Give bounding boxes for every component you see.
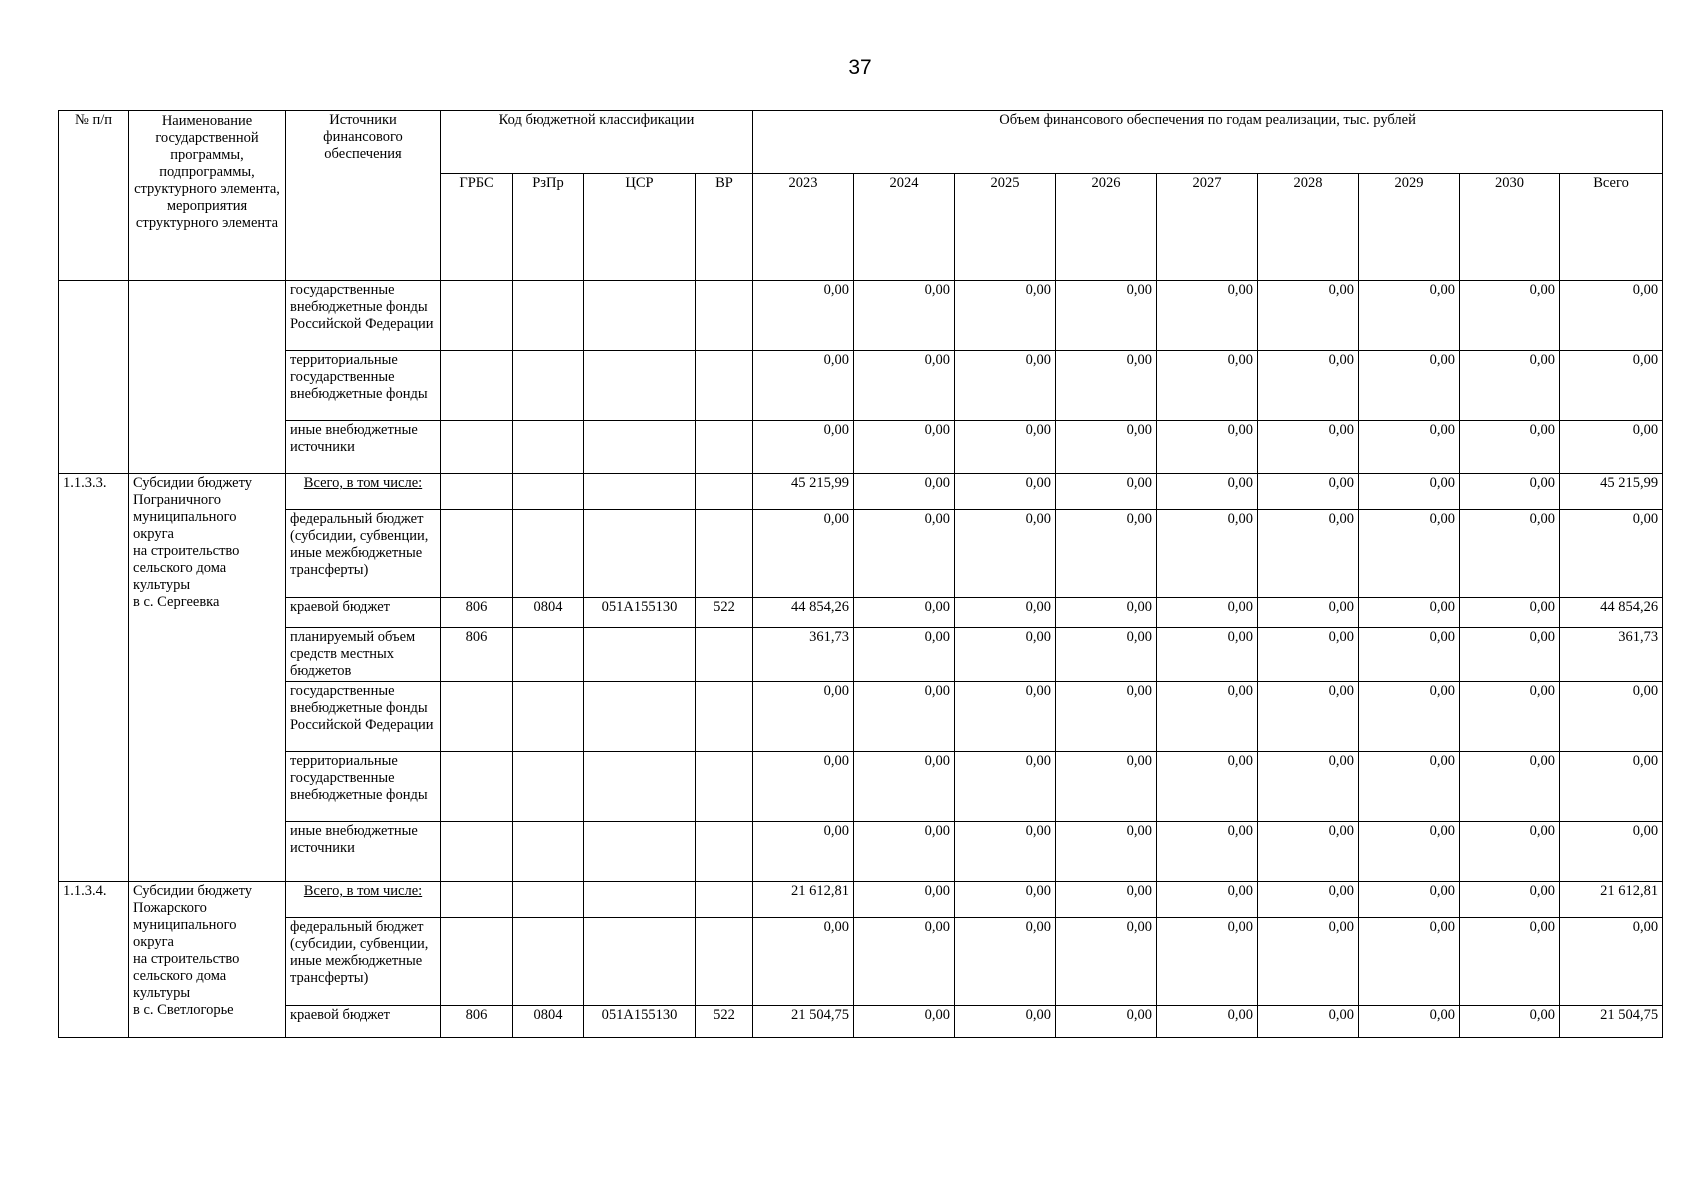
csr-cell: [584, 752, 696, 822]
total-value-cell: 0,00: [1157, 882, 1258, 918]
table-row: [59, 1006, 1663, 1038]
value-cell: 0,00: [955, 598, 1056, 628]
rzpr-cell: [513, 682, 584, 752]
header-year-col: 2026: [1056, 174, 1157, 281]
value-cell: 0,00: [1359, 281, 1460, 351]
header-code-col: ВР: [696, 174, 753, 281]
value-cell: 0,00: [1258, 682, 1359, 752]
value-cell: 0,00: [1258, 598, 1359, 628]
vr-cell: [696, 682, 753, 752]
value-cell: 0,00: [955, 351, 1056, 421]
value-cell: 0,00: [854, 822, 955, 882]
code-cell: [584, 351, 696, 421]
value-cell: 0,00: [1560, 682, 1663, 752]
value-cell: 0,00: [1157, 1006, 1258, 1038]
csr-cell: 051А155130: [584, 1006, 696, 1038]
code-cell: [441, 281, 513, 351]
value-cell: 0,00: [1460, 752, 1560, 822]
total-value-cell: 0,00: [1359, 882, 1460, 918]
csr-cell: [584, 918, 696, 1006]
rzpr-cell: [513, 628, 584, 682]
value-cell: 0,00: [1460, 1006, 1560, 1038]
value-cell: 0,00: [1258, 918, 1359, 1006]
value-cell: 0,00: [1460, 822, 1560, 882]
value-cell: 0,00: [1056, 351, 1157, 421]
code-cell: [584, 882, 696, 918]
code-cell: [696, 882, 753, 918]
value-cell: 0,00: [1359, 510, 1460, 598]
value-cell: 0,00: [753, 682, 854, 752]
code-cell: [696, 281, 753, 351]
value-cell: 0,00: [1157, 682, 1258, 752]
value-cell: 0,00: [1258, 752, 1359, 822]
vr-cell: 522: [696, 1006, 753, 1038]
header-year-col: 2024: [854, 174, 955, 281]
total-label: Всего, в том числе:: [286, 474, 441, 510]
source-cell: федеральный бюджет (субсидии, субвенции, иные межбюджетные трансферты): [286, 510, 441, 598]
value-cell: 0,00: [854, 752, 955, 822]
vr-cell: [696, 510, 753, 598]
code-cell: [696, 421, 753, 474]
rzpr-cell: 0804: [513, 598, 584, 628]
value-cell: 0,00: [1157, 752, 1258, 822]
rzpr-cell: [513, 918, 584, 1006]
value-cell: 0,00: [955, 510, 1056, 598]
value-cell: 0,00: [1359, 421, 1460, 474]
value-cell: 0,00: [1157, 822, 1258, 882]
value-cell: 0,00: [753, 421, 854, 474]
value-cell: 0,00: [854, 510, 955, 598]
rzpr-cell: 0804: [513, 1006, 584, 1038]
vr-cell: [696, 628, 753, 682]
value-cell: 0,00: [1056, 682, 1157, 752]
value-cell: 0,00: [1157, 598, 1258, 628]
value-cell: 0,00: [753, 510, 854, 598]
value-cell: 0,00: [1560, 510, 1663, 598]
rzpr-cell: [513, 752, 584, 822]
code-cell: [696, 351, 753, 421]
table-row: [59, 281, 1663, 351]
table-row: [59, 598, 1663, 628]
value-cell: 0,00: [1359, 351, 1460, 421]
table-header: [59, 111, 1663, 281]
section-name: Субсидии бюджету Пограничного муниципального округа на строительство сельского дома культуры в с. Сергеевка: [129, 474, 286, 882]
value-cell: 0,00: [1258, 510, 1359, 598]
value-cell: 0,00: [1056, 1006, 1157, 1038]
grbs-cell: [441, 752, 513, 822]
header-code-group: Код бюджетной классификации: [441, 111, 753, 174]
value-cell: 0,00: [1560, 421, 1663, 474]
code-cell: [513, 474, 584, 510]
total-value-cell: 0,00: [854, 882, 955, 918]
value-cell: 361,73: [753, 628, 854, 682]
total-value-cell: 45 215,99: [1560, 474, 1663, 510]
value-cell: 0,00: [1056, 752, 1157, 822]
header-code-col: РзПр: [513, 174, 584, 281]
table-row: [59, 822, 1663, 882]
section-name: Субсидии бюджету Пожарского муниципального округа на строительство сельского дома культуры в с. Светлогорье: [129, 882, 286, 1038]
header-code-col: ЦСР: [584, 174, 696, 281]
header-year-col: 2025: [955, 174, 1056, 281]
code-cell: [584, 281, 696, 351]
value-cell: 0,00: [1359, 682, 1460, 752]
value-cell: 0,00: [1460, 281, 1560, 351]
source-cell: планируемый объем средств местных бюджетов: [286, 628, 441, 682]
grbs-cell: [441, 918, 513, 1006]
value-cell: 0,00: [1359, 1006, 1460, 1038]
total-value-cell: 21 612,81: [753, 882, 854, 918]
value-cell: 0,00: [1258, 628, 1359, 682]
value-cell: 0,00: [1056, 598, 1157, 628]
value-cell: 0,00: [1157, 918, 1258, 1006]
table-body: [59, 281, 1663, 1038]
value-cell: 0,00: [1359, 598, 1460, 628]
code-cell: [696, 474, 753, 510]
header-year-col: 2030: [1460, 174, 1560, 281]
section-total-row: [59, 882, 1663, 918]
source-cell: территориальные государственные внебюджетные фонды: [286, 351, 441, 421]
source-cell: федеральный бюджет (субсидии, субвенции, иные межбюджетные трансферты): [286, 918, 441, 1006]
value-cell: 0,00: [753, 918, 854, 1006]
total-value-cell: 0,00: [1056, 474, 1157, 510]
value-cell: 0,00: [1157, 510, 1258, 598]
value-cell: 0,00: [1056, 918, 1157, 1006]
rzpr-cell: [513, 822, 584, 882]
source-cell: иные внебюджетные источники: [286, 421, 441, 474]
header-year-col: 2028: [1258, 174, 1359, 281]
table-row: [59, 752, 1663, 822]
value-cell: 0,00: [1157, 421, 1258, 474]
value-cell: 0,00: [854, 1006, 955, 1038]
value-cell: 0,00: [955, 281, 1056, 351]
header-num: № п/п: [59, 111, 129, 281]
value-cell: 0,00: [1359, 628, 1460, 682]
value-cell: 0,00: [1056, 281, 1157, 351]
budget-table: [58, 110, 1663, 1038]
value-cell: 0,00: [1157, 281, 1258, 351]
value-cell: 0,00: [1258, 822, 1359, 882]
value-cell: 0,00: [1460, 918, 1560, 1006]
vr-cell: [696, 918, 753, 1006]
header-year-col: 2029: [1359, 174, 1460, 281]
value-cell: 0,00: [1056, 510, 1157, 598]
value-cell: 0,00: [955, 1006, 1056, 1038]
value-cell: 0,00: [854, 918, 955, 1006]
value-cell: 0,00: [854, 628, 955, 682]
value-cell: 0,00: [1157, 628, 1258, 682]
total-value-cell: 0,00: [854, 474, 955, 510]
value-cell: 0,00: [1359, 752, 1460, 822]
value-cell: 0,00: [854, 682, 955, 752]
source-cell: краевой бюджет: [286, 598, 441, 628]
value-cell: 0,00: [854, 281, 955, 351]
grbs-cell: 806: [441, 1006, 513, 1038]
value-cell: 0,00: [1460, 421, 1560, 474]
value-cell: 0,00: [1056, 421, 1157, 474]
table-row: [59, 351, 1663, 421]
header-year-col: Всего: [1560, 174, 1663, 281]
rzpr-cell: [513, 510, 584, 598]
grbs-cell: [441, 510, 513, 598]
code-cell: [441, 351, 513, 421]
value-cell: 0,00: [1056, 822, 1157, 882]
value-cell: 0,00: [955, 822, 1056, 882]
source-cell: краевой бюджет: [286, 1006, 441, 1038]
value-cell: 0,00: [753, 822, 854, 882]
table-row: [59, 421, 1663, 474]
value-cell: 0,00: [1258, 351, 1359, 421]
section-num: 1.1.3.3.: [59, 474, 129, 882]
value-cell: 0,00: [1460, 510, 1560, 598]
header-name: Наименование государственной программы, подпрограммы, структурного элемента, мероприятия структурного элемента: [129, 111, 286, 281]
vr-cell: [696, 822, 753, 882]
vr-cell: [696, 752, 753, 822]
value-cell: 0,00: [854, 598, 955, 628]
source-cell: территориальные государственные внебюджетные фонды: [286, 752, 441, 822]
value-cell: 0,00: [1460, 598, 1560, 628]
value-cell: 0,00: [854, 351, 955, 421]
value-cell: 0,00: [854, 421, 955, 474]
code-cell: [513, 351, 584, 421]
code-cell: [441, 474, 513, 510]
value-cell: 0,00: [753, 752, 854, 822]
table-row: [59, 628, 1663, 682]
value-cell: 0,00: [1560, 281, 1663, 351]
csr-cell: [584, 682, 696, 752]
code-cell: [584, 421, 696, 474]
grbs-cell: 806: [441, 628, 513, 682]
value-cell: 21 504,75: [1560, 1006, 1663, 1038]
section-total-row: [59, 474, 1663, 510]
value-cell: 0,00: [1460, 628, 1560, 682]
total-value-cell: 0,00: [1157, 474, 1258, 510]
grbs-cell: [441, 682, 513, 752]
value-cell: 0,00: [1359, 918, 1460, 1006]
total-value-cell: 45 215,99: [753, 474, 854, 510]
header-year-col: 2027: [1157, 174, 1258, 281]
csr-cell: [584, 510, 696, 598]
total-value-cell: 0,00: [1359, 474, 1460, 510]
value-cell: 0,00: [1460, 351, 1560, 421]
value-cell: 0,00: [753, 281, 854, 351]
page-number: 37: [848, 56, 872, 79]
value-cell: 44 854,26: [1560, 598, 1663, 628]
value-cell: 0,00: [753, 351, 854, 421]
value-cell: 0,00: [955, 628, 1056, 682]
table-row: [59, 510, 1663, 598]
value-cell: 0,00: [1258, 421, 1359, 474]
table-row: [59, 918, 1663, 1006]
value-cell: 0,00: [1560, 752, 1663, 822]
value-cell: 0,00: [1359, 822, 1460, 882]
value-cell: 0,00: [1560, 822, 1663, 882]
header-code-col: ГРБС: [441, 174, 513, 281]
code-cell: [441, 882, 513, 918]
value-cell: 0,00: [955, 752, 1056, 822]
row-name-cell: [129, 281, 286, 474]
total-value-cell: 21 612,81: [1560, 882, 1663, 918]
total-value-cell: 0,00: [955, 882, 1056, 918]
header-source: Источники финансового обеспечения: [286, 111, 441, 281]
total-value-cell: 0,00: [1258, 474, 1359, 510]
vr-cell: 522: [696, 598, 753, 628]
total-value-cell: 0,00: [955, 474, 1056, 510]
value-cell: 0,00: [955, 682, 1056, 752]
value-cell: 0,00: [1056, 628, 1157, 682]
source-cell: иные внебюджетные источники: [286, 822, 441, 882]
table-row: [59, 682, 1663, 752]
grbs-cell: 806: [441, 598, 513, 628]
total-value-cell: 0,00: [1460, 882, 1560, 918]
total-value-cell: 0,00: [1460, 474, 1560, 510]
total-value-cell: 0,00: [1056, 882, 1157, 918]
value-cell: 44 854,26: [753, 598, 854, 628]
code-cell: [513, 281, 584, 351]
value-cell: 21 504,75: [753, 1006, 854, 1038]
source-cell: государственные внебюджетные фонды Российской Федерации: [286, 281, 441, 351]
value-cell: 0,00: [1157, 351, 1258, 421]
csr-cell: [584, 628, 696, 682]
value-cell: 0,00: [1560, 351, 1663, 421]
value-cell: 0,00: [1460, 682, 1560, 752]
source-cell: государственные внебюджетные фонды Российской Федерации: [286, 682, 441, 752]
header-volume-group: Объем финансового обеспечения по годам реализации, тыс. рублей: [753, 111, 1663, 174]
code-cell: [513, 882, 584, 918]
grbs-cell: [441, 822, 513, 882]
csr-cell: [584, 822, 696, 882]
value-cell: 0,00: [955, 918, 1056, 1006]
header-year-col: 2023: [753, 174, 854, 281]
value-cell: 361,73: [1560, 628, 1663, 682]
total-value-cell: 0,00: [1258, 882, 1359, 918]
code-cell: [584, 474, 696, 510]
value-cell: 0,00: [1258, 1006, 1359, 1038]
section-num: 1.1.3.4.: [59, 882, 129, 1038]
csr-cell: 051А155130: [584, 598, 696, 628]
value-cell: 0,00: [1258, 281, 1359, 351]
value-cell: 0,00: [1560, 918, 1663, 1006]
row-num-cell: [59, 281, 129, 474]
code-cell: [441, 421, 513, 474]
total-label: Всего, в том числе:: [286, 882, 441, 918]
code-cell: [513, 421, 584, 474]
value-cell: 0,00: [955, 421, 1056, 474]
